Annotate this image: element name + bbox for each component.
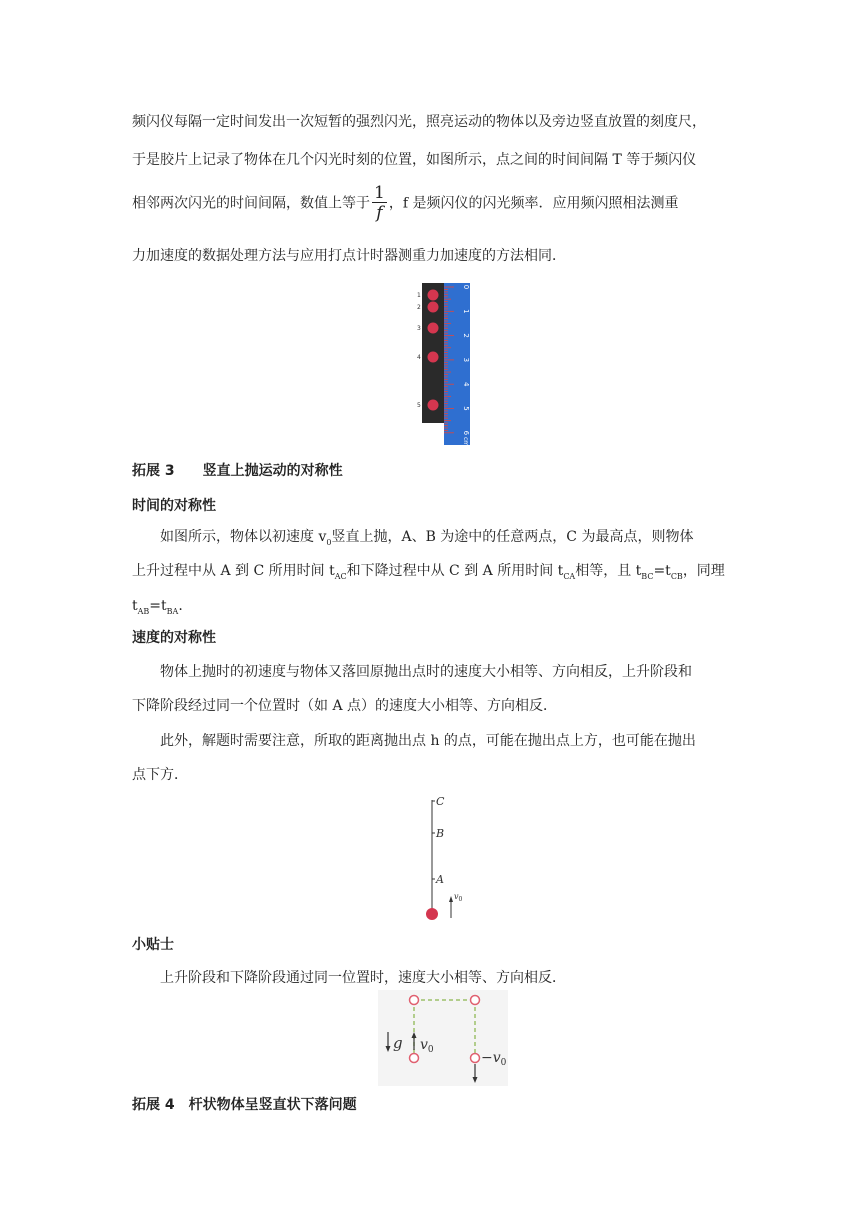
velocity-arrowhead [449, 896, 453, 902]
strobe-dot [428, 400, 439, 411]
v-text: v [454, 892, 459, 901]
subscript: AC [334, 571, 347, 581]
fraction [372, 184, 387, 223]
neg-v0-sub: 0 [500, 1058, 507, 1068]
v-sub: 0 [458, 896, 463, 903]
paragraph-line: 此外，解题时需要注意，所取的距离抛出点 h 的点，可能在抛出点上方，也可能在抛出 [160, 733, 696, 749]
v0-sub: 0 [427, 1045, 434, 1055]
strobe-dot [428, 323, 439, 334]
dot-label: 2 [417, 304, 421, 311]
velocity-label [454, 892, 463, 903]
vertical-throw-figure [418, 792, 478, 924]
top-left-dot [410, 996, 419, 1005]
paragraph-line [132, 561, 725, 587]
paragraph-line: 物体上抛时的初速度与物体又落回原抛出点时的速度大小相等、方向相反，上升阶段和 [160, 664, 692, 680]
bottom-left-dot [410, 1054, 419, 1063]
tip-heading: 小贴士 [132, 937, 174, 953]
paragraph-line [132, 184, 678, 223]
ruler-label: 6 [462, 430, 470, 436]
strobe-photo-svg [414, 280, 474, 448]
symmetry-svg [378, 990, 508, 1086]
ruler-label: 4 [462, 381, 470, 387]
ball [426, 908, 438, 920]
strobe-dot [428, 302, 439, 313]
text-span: 和下降过程中从 C 到 A 所用时间 t [346, 563, 564, 579]
text-span: . [178, 598, 183, 614]
paragraph-line: 频闪仪每隔一定时间发出一次短暂的强烈闪光，照亮运动的物体以及旁边竖直放置的刻度尺， [132, 114, 706, 130]
text-span: =t [653, 563, 671, 579]
paragraph-line: 于是胶片上记录了物体在几个闪光时刻的位置，如图所示，点之间的时间间隔 T 等于频闪仪 [132, 152, 697, 168]
text-span: ，同理 [682, 563, 725, 579]
subscript: AB [137, 606, 150, 616]
dot-label: 1 [417, 292, 421, 299]
section-heading: 拓展 3 竖直上抛运动的对称性 [132, 463, 343, 479]
strobe-dot [428, 290, 439, 301]
symmetry-figure [378, 990, 508, 1086]
ruler-label: 0 [462, 284, 470, 290]
text-span: ，f 是频闪仪的闪光频率．应用频闪照相法测重 [388, 195, 679, 212]
text-span: 相等，且 t [575, 563, 642, 579]
dot-label: 3 [417, 325, 421, 332]
v0-text: v [420, 1037, 428, 1053]
dot-label: 5 [417, 402, 421, 409]
ruler-label: 1 [462, 309, 470, 314]
vertical-throw-svg [418, 792, 478, 924]
strobe-photo-figure [414, 280, 474, 448]
g-label: g [393, 1034, 403, 1052]
fraction-denominator: f [376, 203, 383, 223]
text-span: 如图所示，物体以初速度 v [160, 529, 327, 545]
ruler-label: 2 [462, 333, 470, 338]
subscript: 0 [326, 537, 332, 547]
point-a-label: A [436, 873, 444, 886]
paragraph-line: 力加速度的数据处理方法与应用打点计时器测重力加速度的方法相同． [132, 248, 566, 264]
point-c-label: C [436, 795, 445, 808]
section-heading: 拓展 4 杆状物体呈竖直状下落问题 [132, 1097, 357, 1113]
paragraph-line [160, 527, 693, 553]
ruler-label: 3 [462, 357, 470, 363]
strobe-dot [428, 352, 439, 363]
text-span: t [132, 598, 138, 614]
text-span: =t [149, 598, 167, 614]
text-span: 上升过程中从 A 到 C 所用时间 t [132, 563, 335, 579]
subsection-heading: 时间的对称性 [132, 498, 216, 514]
text-span: 竖直上抛，A、B 为途中的任意两点，C 为最高点，则物体 [331, 529, 694, 545]
fraction-numerator: 1 [374, 183, 385, 203]
neg-v0-text: −v [481, 1050, 501, 1066]
subscript: CA [563, 571, 576, 581]
text-span: 相邻两次闪光的时间间隔，数值上等于 [132, 195, 370, 212]
tip-text: 上升阶段和下降阶段通过同一位置时，速度大小相等、方向相反． [160, 970, 566, 986]
paragraph-line [132, 596, 183, 622]
point-b-label: B [436, 827, 445, 840]
bottom-right-dot [471, 1054, 480, 1063]
ruler-unit: cm [462, 437, 469, 447]
subsection-heading: 速度的对称性 [132, 630, 216, 646]
dot-label: 4 [417, 354, 421, 361]
subscript: CB [670, 571, 683, 581]
ruler-label: 5 [462, 406, 470, 411]
subscript: BC [641, 571, 654, 581]
subscript: BA [166, 606, 179, 616]
paragraph-line: 下降阶段经过同一个位置时（如 A 点）的速度大小相等、方向相反． [132, 698, 558, 714]
top-right-dot [471, 996, 480, 1005]
paragraph-line: 点下方． [132, 767, 188, 783]
